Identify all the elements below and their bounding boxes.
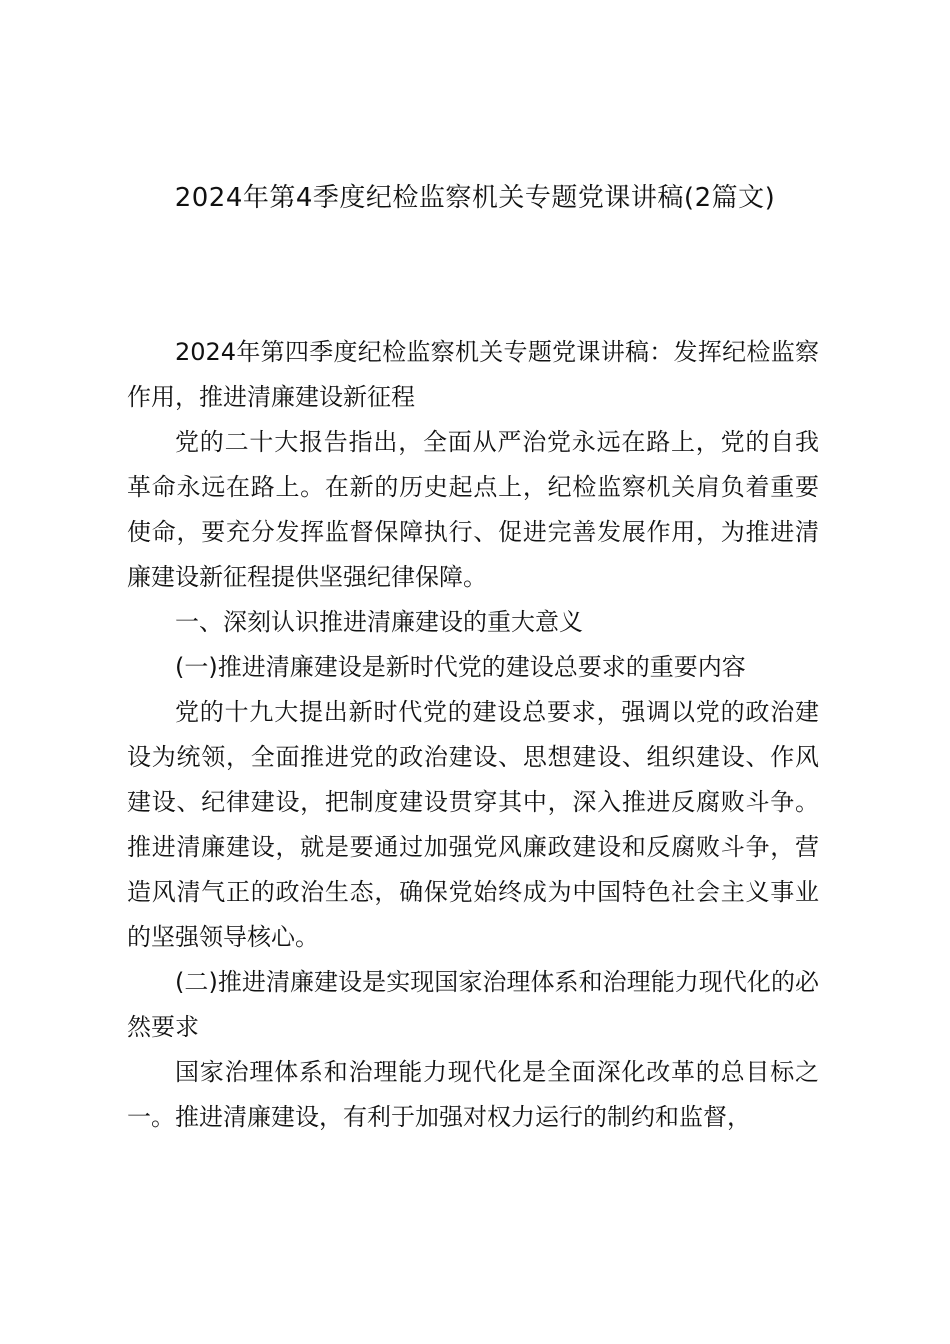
- paragraph-1-1: 党的十九大提出新时代党的建设总要求，强调以党的政治建设为统领，全面推进党的政治建设、思想建设、组织建设、作风建设、纪律建设，把制度建设贯穿其中，深入推进反腐败斗争。推进清廉建设，就是要通过加强党风廉政建设和反腐败斗争，营造风清气正的政治生态，确保党始终成为中国特色社会主义事业的坚强领导核心。: [127, 698, 819, 951]
- section-heading-1: 一、深刻认识推进清廉建设的重大意义: [175, 608, 583, 636]
- paragraph-intro: 党的二十大报告指出，全面从严治党永远在路上，党的自我革命永远在路上。在新的历史起点上，纪检监察机关肩负着重要使命，要充分发挥监督保障执行、促进完善发展作用，为推进清廉建设新征程提供坚强纪律保障。: [127, 428, 819, 591]
- subsection-heading-1-2: (二)推进清廉建设是实现国家治理体系和治理能力现代化的必然要求: [127, 968, 819, 1041]
- subsection-heading-1-1: (一)推进清廉建设是新时代党的建设总要求的重要内容: [175, 653, 746, 681]
- document-body: [127, 330, 819, 1140]
- paragraph-1-2: 国家治理体系和治理能力现代化是全面深化改革的总目标之一。推进清廉建设，有利于加强对权力运行的制约和监督，: [127, 1058, 819, 1131]
- document-title: 2024年第4季度纪检监察机关专题党课讲稿(2篇文): [174, 183, 776, 213]
- section-heading: 2024年第四季度纪检监察机关专题党课讲稿：发挥纪检监察作用，推进清廉建设新征程: [127, 338, 819, 411]
